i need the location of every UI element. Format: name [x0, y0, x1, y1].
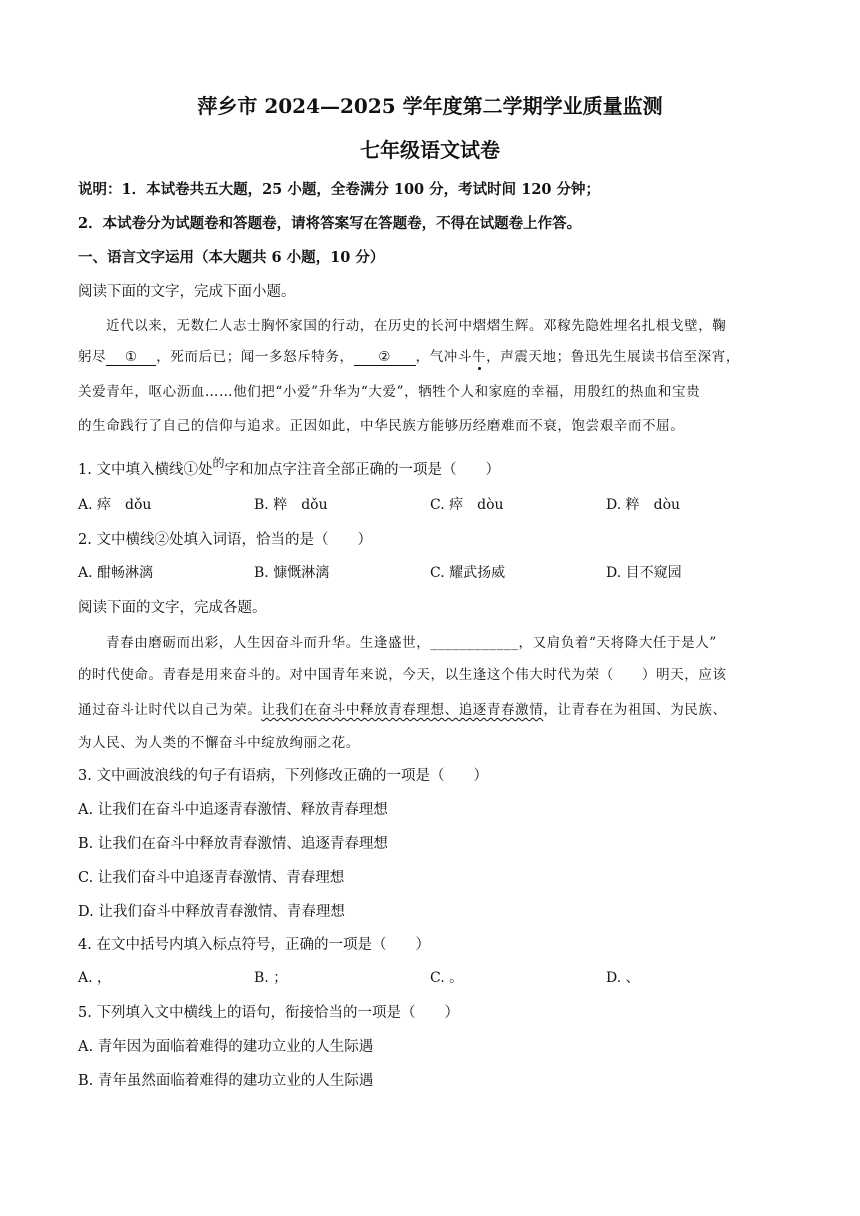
- q2-option-a: A. 酣畅淋漓: [78, 565, 154, 581]
- question-1-stem: [78, 458, 500, 479]
- q2-option-d: D. 目不窥园: [606, 565, 682, 581]
- question-1-text: 1. 文中填入横线①处: [78, 462, 213, 478]
- question-1-superscript: 的: [212, 456, 225, 470]
- q5-option-b: B. 青年虽然面临着难得的建功立业的人生际遇: [78, 1073, 374, 1089]
- passage2-line-4: 为人民、为人类的不懈奋斗中绽放绚丽之花。: [78, 735, 360, 751]
- passage1-text: 躬尽: [78, 349, 107, 365]
- passage2-text: ，让青春在为祖国、为民族、: [543, 702, 727, 718]
- passage2-line-1: [106, 631, 717, 651]
- passage2-line-3: [78, 698, 727, 718]
- q3-option-b: B. 让我们在奋斗中释放青春激情、追逐青春理想: [78, 836, 388, 852]
- passage1-line-1: 近代以来，无数仁人志士胸怀家国的行动，在历史的长河中熠熠生辉。邓稼先隐姓埋名扎根戈壁，鞠: [106, 318, 727, 334]
- exam-title: 萍乡市 2024—2025 学年度第二学期学业质量监测: [197, 94, 663, 118]
- blank-3: ____________: [430, 635, 519, 651]
- passage1-line-3: 关爱青年，呕心沥血……他们把“小爱”升华为“大爱”，牺牲个人和家庭的幸福，用殷红的热血和宝贵: [78, 384, 701, 400]
- passage2-text: ，又肩负着“天将降大任于是人”: [518, 635, 717, 651]
- exam-subtitle: 七年级语文试卷: [360, 138, 500, 162]
- q1-option-b: B. 粹 dǒu: [254, 497, 328, 513]
- q3-option-d: D. 让我们奋斗中释放青春激情、青春理想: [78, 904, 345, 920]
- instructions-line-1: 说明：1．本试卷共五大题，25 小题，全卷满分 100 分，考试时间 120 分钟；: [78, 181, 601, 198]
- q4-option-d: D. 、: [606, 970, 640, 986]
- q1-option-c: C. 瘁 dòu: [430, 497, 504, 513]
- question-2-stem: 2. 文中横线②处填入词语，恰当的是（ ）: [78, 532, 372, 548]
- question-1-text: 字和加点字注音全部正确的一项是（ ）: [224, 462, 500, 478]
- blank-1: ①: [106, 349, 156, 366]
- question-3-stem: 3. 文中画波浪线的句子有语病，下列修改正确的一项是（ ）: [78, 768, 488, 784]
- instructions-line-2: 2．本试卷分为试题卷和答题卷，请将答案写在答题卷，不得在试题卷上作答。: [78, 215, 582, 232]
- q1-option-d: D. 粹 dòu: [606, 497, 681, 513]
- question-5-stem: 5. 下列填入文中横线上的语句，衔接恰当的一项是（ ）: [78, 1005, 459, 1021]
- q2-option-c: C. 耀武扬威: [430, 565, 506, 581]
- q3-option-a: A. 让我们在奋斗中追逐青春激情、释放青春理想: [78, 802, 388, 818]
- q4-option-a: A. ，: [78, 970, 112, 986]
- q2-option-b: B. 慷慨淋漓: [254, 565, 330, 581]
- q1-option-a: A. 瘁 dǒu: [78, 497, 152, 513]
- wavy-underlined-sentence: 让我们在奋斗中释放青春理想、追逐青春激情: [261, 702, 544, 718]
- q3-option-c: C. 让我们奋斗中追逐青春激情、青春理想: [78, 870, 345, 886]
- passage2-text: 通过奋斗让时代以自己为荣。: [78, 702, 262, 718]
- passage1-text: ，气冲斗: [415, 349, 473, 365]
- reading-intro-1: 阅读下面的文字，完成下面小题。: [78, 284, 296, 300]
- q4-option-c: C. 。: [430, 970, 464, 986]
- dotted-character: 牛: [472, 349, 487, 365]
- passage2-line-2: 的时代使命。青春是用来奋斗的。对中国青年来说，今天，以生逢这个伟大时代为荣（ ）明天，应该: [78, 667, 727, 683]
- question-4-stem: 4. 在文中括号内填入标点符号，正确的一项是（ ）: [78, 937, 430, 953]
- section-heading: 一、语言文字运用（本大题共 6 小题，10 分）: [78, 249, 385, 266]
- passage1-line-2: [78, 345, 740, 366]
- passage1-line-4: 的生命践行了自己的信仰与追求。正因如此，中华民族方能够历经磨难而不衰，饱尝艰辛而不屈。: [78, 418, 685, 434]
- passage1-text: ，声震天地；鲁迅先生展读书信至深宵，: [486, 349, 740, 365]
- q5-option-a: A. 青年因为面临着难得的建功立业的人生际遇: [78, 1039, 374, 1055]
- passage1-text: ，死而后已；闻一多怒斥特务，: [156, 349, 354, 365]
- q4-option-b: B. ；: [254, 970, 288, 986]
- blank-2: ②: [354, 349, 416, 366]
- reading-intro-2: 阅读下面的文字，完成各题。: [78, 600, 267, 616]
- passage2-text: 青春由磨砺而出彩，人生因奋斗而升华。生逢盛世，: [106, 635, 431, 651]
